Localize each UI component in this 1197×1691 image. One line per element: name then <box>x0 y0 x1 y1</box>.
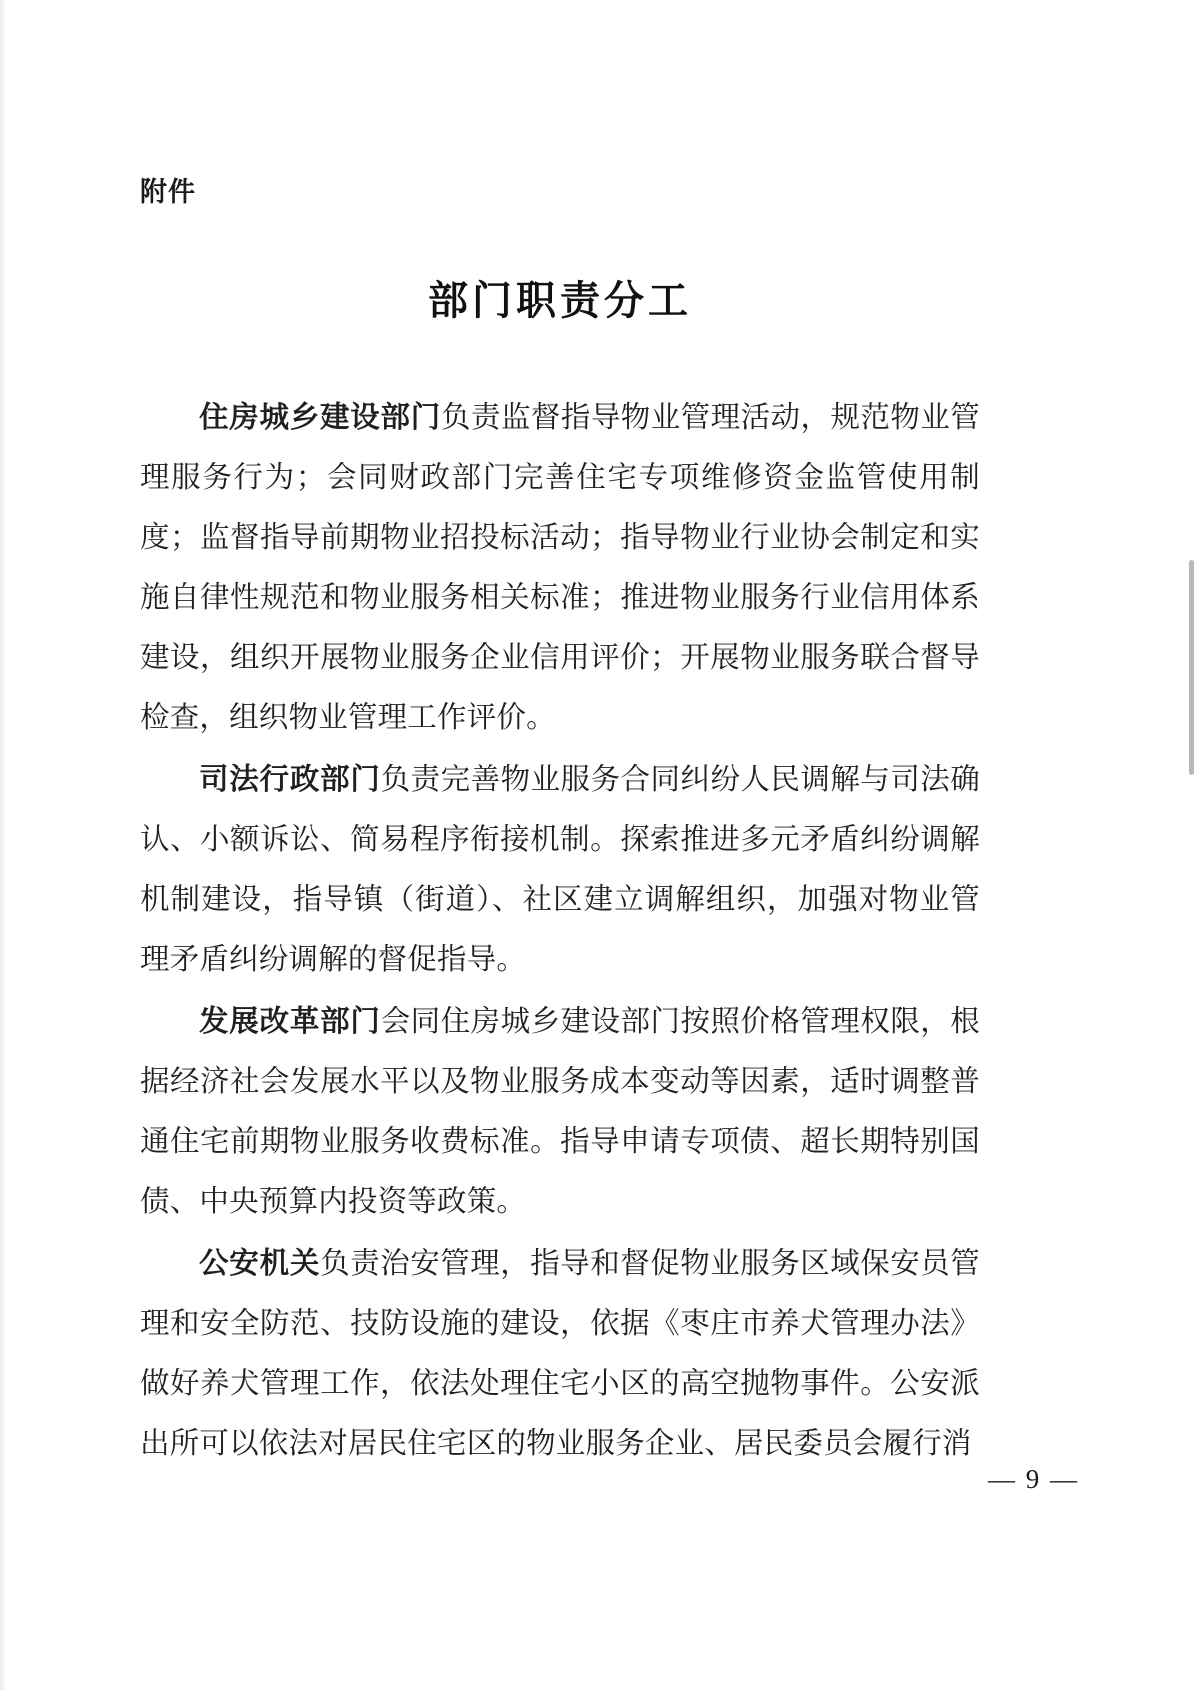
paragraph-text: 负责完善物业服务合同纠纷人民调解与司法确认、小额诉讼、简易程序衔接机制。探索推进多元矛盾纠纷调解机制建设，指导镇（街道）、社区建立调解组织，加强对物业管理矛盾纠纷调解的督促指导。 <box>140 764 980 976</box>
paragraph-development-reform <box>140 992 980 1232</box>
paragraph-judicial-administration <box>140 750 980 990</box>
paragraph-lead-department: 司法行政部门 <box>199 763 381 796</box>
document-body <box>140 170 980 1476</box>
paragraph-text: 负责监督指导物业管理活动，规范物业管理服务行为；会同财政部门完善住宅专项维修资金监管使用制度；监督指导前期物业招投标活动；指导物业行业协会制定和实施自律性规范和物业服务相关标准；推进物业服务行业信用体系建设，组织开展物业服务企业信用评价；开展物业服务联合督导检查，组织物业管理工作评价。 <box>140 402 980 734</box>
vertical-scrollbar[interactable] <box>1189 560 1194 775</box>
paragraph-lead-department: 公安机关 <box>199 1247 321 1280</box>
paragraph-lead-department: 住房城乡建设部门 <box>199 401 442 434</box>
paragraph-lead-department: 发展改革部门 <box>199 1005 381 1038</box>
page-edge-shadow <box>0 0 6 1691</box>
paragraph-public-security <box>140 1234 980 1474</box>
paragraph-text: 负责治安管理，指导和督促物业服务区域保安员管理和安全防范、技防设施的建设，依据《枣庄市养犬管理办法》做好养犬管理工作，依法处理住宅小区的高空抛物事件。公安派出所可以依法对居民住宅区的物业服务企业、居民委员会履行消 <box>140 1248 980 1460</box>
attachment-label: 附件 <box>140 177 196 207</box>
paragraph-text: 会同住房城乡建设部门按照价格管理权限，根据经济社会发展水平以及物业服务成本变动等因素，适时调整普通住宅前期物业服务收费标准。指导申请专项债、超长期特别国债、中央预算内投资等政策。 <box>140 1006 980 1218</box>
page-number: — 9 — <box>988 1464 1079 1494</box>
paragraph-housing-construction <box>140 388 980 748</box>
page-title: 部门职责分工 <box>428 278 692 323</box>
